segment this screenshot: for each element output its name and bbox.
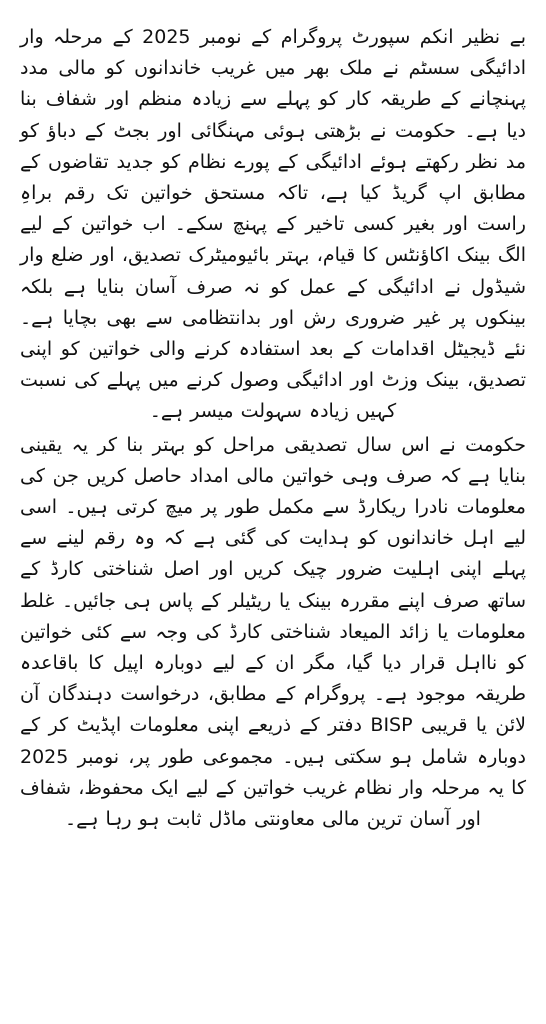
- article-body: [20, 22, 526, 835]
- paragraph-2: حکومت نے اس سال تصدیقی مراحل کو بہتر بنا کر یہ یقینی بنایا ہے کہ صرف وہی خواتین مالی امداد حاصل کریں جن کی معلومات نادرا ریکارڈ سے مکمل طور پر میچ کرتی ہیں۔ اسی لیے اہل خاندانوں کو ہدایت کی گئی ہے کہ وہ رقم لینے سے پہلے اپنی اہلیت ضرور چیک کریں اور اصل شناختی کارڈ کے ساتھ صرف اپنے مقررہ بینک یا ریٹیلر کے پاس ہی جائیں۔ غلط معلومات یا زائد المیعاد شناختی کارڈ کی وجہ سے کئی خواتین کو نااہل قرار دیا گیا، مگر ان کے لیے دوبارہ اپیل کا باقاعدہ طریقہ موجود ہے۔ پروگرام کے مطابق، درخواست دہندگان آن لائن یا قریبی BISP دفتر کے ذریعے اپنی معلومات اپڈیٹ کر کے دوبارہ شامل ہو سکتی ہیں۔ مجموعی طور پر، نومبر 2025 کا یہ مرحلہ وار نظام غریب خواتین کے لیے ایک محفوظ، شفاف اور آسان ترین مالی معاونتی ماڈل ثابت ہو رہا ہے۔: [20, 433, 527, 831]
- paragraph-1: بے نظیر انکم سپورٹ پروگرام کے نومبر 2025 کے مرحلہ وار ادائیگی سسٹم نے ملک بھر میں غریب خاندانوں کو مالی مدد پہنچانے کے طریقہ کار کو پہلے سے زیادہ منظم اور شفاف بنا دیا ہے۔ حکومت نے بڑھتی ہوئی مہنگائی اور بجٹ کے دباؤ کو مد نظر رکھتے ہوئے ادائیگی کے پورے نظام کو جدید تقاضوں کے مطابق اپ گریڈ کیا ہے، تاکہ مستحق خواتین تک رقم براہِ راست اور بغیر کسی تاخیر کے پہنچ سکے۔ اب خواتین کے لیے الگ بینک اکاؤنٹس کا قیام، بہتر بائیومیٹرک تصدیق، اور ضلع وار شیڈول نے ادائیگی کے عمل کو نہ صرف آسان بنایا ہے بلکہ بینکوں پر غیر ضروری رش اور بدانتظامی سے بھی بچایا ہے۔ نئے ڈیجیٹل اقدامات کے بعد استفادہ کرنے والی خواتین کو اپنی تصدیق، بینک وزٹ اور ادائیگی وصول کرنے میں پہلے کی نسبت کہیں زیادہ سہولت میسر ہے۔: [20, 26, 526, 423]
